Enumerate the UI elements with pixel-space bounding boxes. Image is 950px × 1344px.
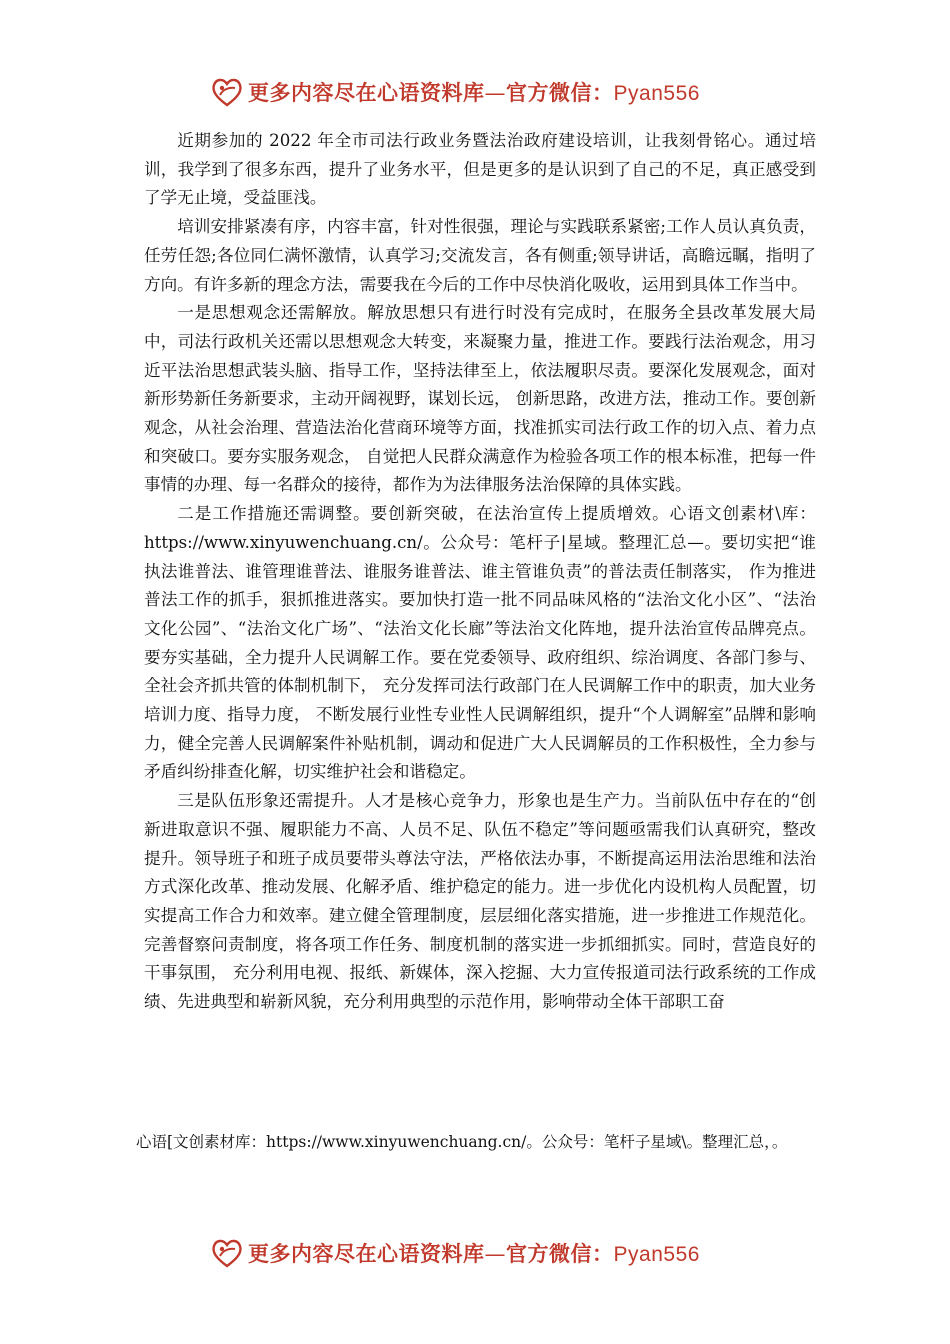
header-banner-text xyxy=(248,77,700,107)
paragraph-training: 培训安排紧凑有序，内容丰富，针对性很强，理论与实践联系紧密;工作人员认真负责，任劳任怨;各位同仁满怀激情，认真学习;交流发言，各有侧重;领导讲话，高瞻远瞩，指明了方向。有许多新的理念方法，需要我在今后的工作中尽快消化吸收，运用到具体工作当中。 xyxy=(144,217,816,294)
heart-logo-icon xyxy=(210,75,244,109)
banner-title: 更多内容尽在心语资料库 xyxy=(248,81,485,105)
document-body xyxy=(144,127,816,1017)
banner-suffix: 官方微信： xyxy=(506,1242,614,1266)
banner-wechat-id: Pyan556 xyxy=(613,82,700,105)
paragraph-point-one: 一是思想观念还需解放。解放思想只有进行时没有完成时，在服务全县改革发展大局中，司法行政机关还需以思想观念大转变，来凝聚力量，推进工作。要践行法治观念，用习近平法治思想武装头脑、指导工作，坚持法律至上，依法履职尽责。要深化发展观念，面对新形势新任务新要求，主动开阔视野，谋划长远， 创新思路，改进方法，推动工作。要创新观念，从社会治理、营造法治化营商环境等方面，找准抓实司法行政工作的切入点、着力点和突破口。要夯实服务观念， 自觉把人民群众满意作为检验各项工作的根本标准，把每一件事情的办理、每一名群众的接待，都作为为法律服务法治保障的具体实践。 xyxy=(144,303,816,495)
header-banner xyxy=(0,70,950,114)
banner-wechat-id: Pyan556 xyxy=(613,1243,700,1266)
source-note: 心语[文创素材库：https://www.xinyuwenchuang.cn/。公众号：笔杆子星域\。整理汇总，。 xyxy=(136,1133,788,1151)
paragraph-intro: 近期参加的 2022 年全市司法行政业务暨法治政府建设培训，让我刻骨铭心。通过培训，我学到了很多东西，提升了业务水平，但是更多的是认识到了自己的不足，真正感受到了学无止境，受益匪浅。 xyxy=(144,131,816,208)
paragraph-point-two: 二是工作措施还需调整。要创新突破，在法治宣传上提质增效。心语文创素材\库：https://www.xinyuwenchuang.cn/。公众号：笔杆子|星域。整理汇总—。要切实把“谁执法谁普法、谁管理谁普法、谁服务谁普法、谁主管谁负责”的普法责任制落实， 作为推进普法工作的抓手，狠抓推进落实。要加快打造一批不同品味风格的“法治文化小区”、“法治文化公园”、“法治文化广场”、“法治文化长廊”等法治文化阵地，提升法治宣传品牌亮点。要夯实基础，全力提升人民调解工作。要在党委领导、政府组织、综治调度、各部门参与、全社会齐抓共管的体制机制下， 充分发挥司法行政部门在人民调解工作中的职责，加大业务培训力度、指导力度， 不断发展行业性专业性人民调解组织，提升“个人调解室”品牌和影响力，健全完善人民调解案件补贴机制，调动和促进广大人民调解员的工作积极性，全力参与矛盾纠纷排查化解，切实维护社会和谐稳定。 xyxy=(144,504,816,782)
banner-dash: — xyxy=(484,1242,507,1266)
footer-banner xyxy=(0,1231,950,1275)
banner-suffix: 官方微信： xyxy=(506,81,614,105)
banner-dash: — xyxy=(484,81,507,105)
footer-banner-text xyxy=(248,1238,700,1268)
banner-title: 更多内容尽在心语资料库 xyxy=(248,1242,485,1266)
header-banner-inner xyxy=(210,75,700,109)
footer-banner-inner xyxy=(210,1236,700,1270)
paragraph-point-three: 三是队伍形象还需提升。人才是核心竞争力，形象也是生产力。当前队伍中存在的“创新进取意识不强、履职能力不高、人员不足、队伍不稳定”等问题亟需我们认真研究，整改提升。领导班子和班子成员要带头尊法守法，严格依法办事，不断提高运用法治思维和法治方式深化改革、推动发展、化解矛盾、维护稳定的能力。进一步优化内设机构人员配置，切实提高工作合力和效率。建立健全管理制度，层层细化落实措施，进一步推进工作规范化。完善督察问责制度，将各项工作任务、制度机制的落实进一步抓细抓实。同时，营造良好的干事氛围， 充分利用电视、报纸、新媒体，深入挖掘、大力宣传报道司法行政系统的工作成绩、先进典型和崭新风貌，充分利用典型的示范作用，影响带动全体干部职工奋 xyxy=(144,791,816,1012)
heart-logo-icon xyxy=(210,1236,244,1270)
